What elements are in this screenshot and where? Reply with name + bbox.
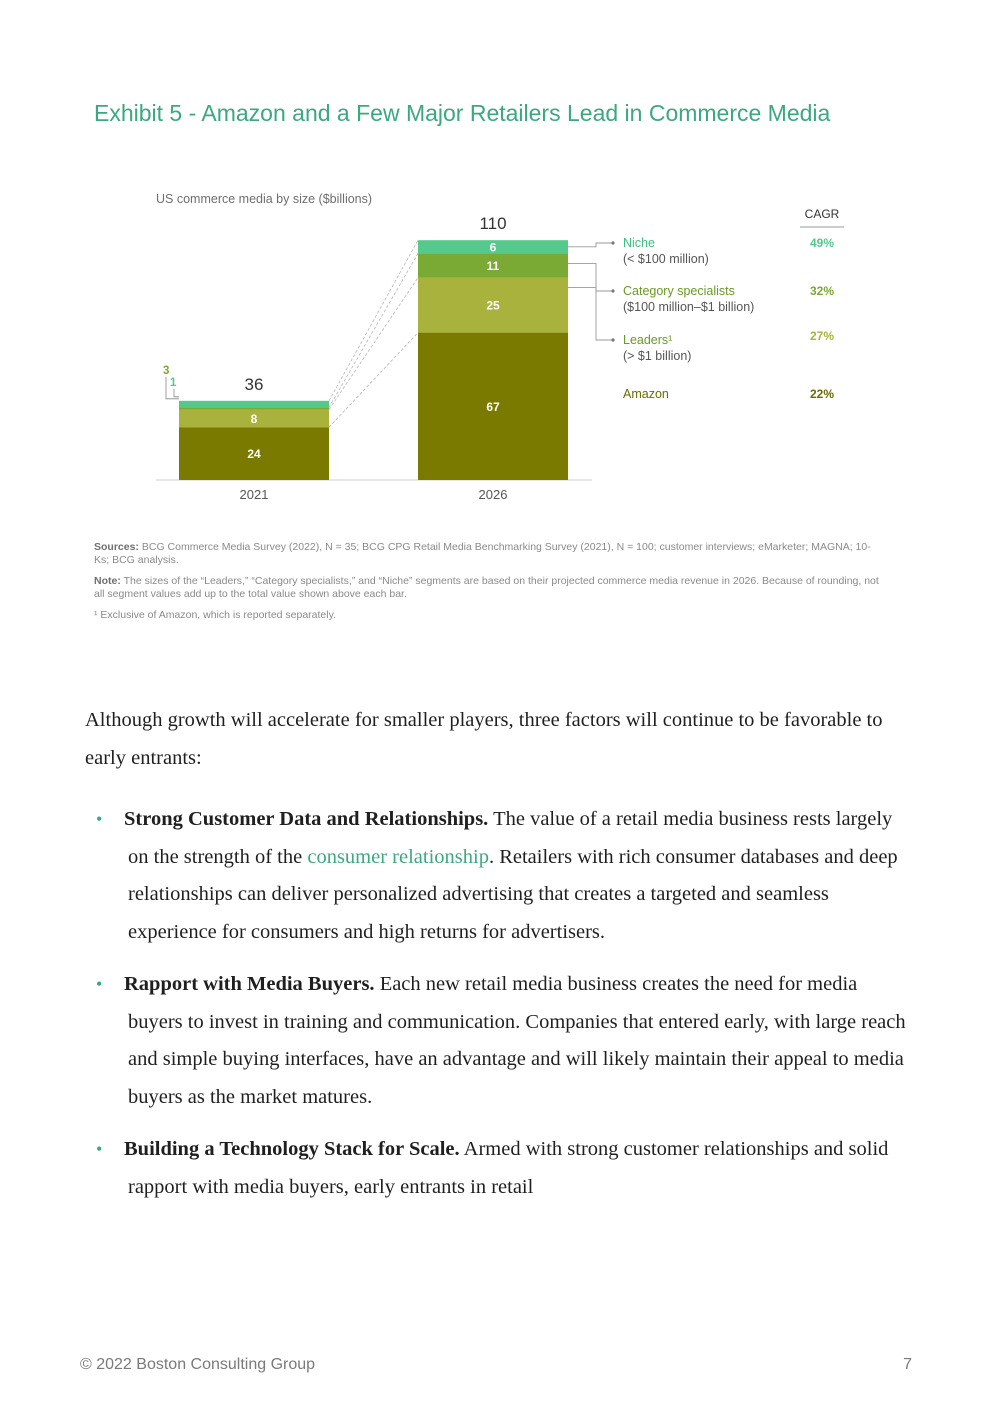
data-label: 67: [486, 399, 500, 414]
copyright: © 2022 Boston Consulting Group: [80, 1356, 316, 1373]
bullet-text-after: . Retailers with rich consumer databases and deep relationships can deliver personalized advertising that creates a targeted and seamless experience for consumers and high returns for advertisers.: [128, 845, 898, 943]
legend-item-sublabel: (< $100 million): [623, 252, 709, 266]
cagr-value: 49%: [809, 236, 835, 250]
exhibit-title: Exhibit 5 - Amazon and a Few Major Retailers Lead in Commerce Media: [94, 100, 831, 126]
consumer-relationship-link[interactable]: consumer relationship: [307, 845, 489, 868]
stacked-bar-chart: [0, 180, 992, 520]
legend-leader-line: [568, 243, 613, 247]
bullet-dot-icon: •: [96, 1139, 103, 1159]
legend-leader-dot: [611, 241, 614, 244]
bullet-lead: Rapport with Media Buyers.: [124, 973, 375, 995]
bullet-lead: Building a Technology Stack for Scale.: [124, 1138, 460, 1160]
bar-total-label: 36: [244, 374, 264, 394]
legend-item-label: Category specialists: [623, 284, 735, 298]
segment-connector: [329, 240, 418, 401]
legend-leader-line: [568, 263, 613, 291]
bar-total-label: 110: [479, 214, 507, 234]
legend-item-label: Leaders¹: [623, 333, 673, 347]
data-label: 24: [247, 447, 261, 462]
bullet-dot-icon: •: [96, 809, 103, 829]
x-tick-label: 2021: [239, 487, 269, 502]
legend-item-label: Niche: [623, 236, 655, 250]
x-tick-label: 2026: [478, 487, 508, 502]
legend-leader-line: [568, 288, 613, 340]
data-label: 8: [250, 411, 258, 426]
data-label: 6: [489, 240, 497, 255]
data-label: 3: [163, 364, 170, 377]
sources-line: Sources: BCG Commerce Media Survey (2022), N = 35; BCG CPG Retail Media Benchmarking Survey (2021), N = 100; customer interviews; eMarketer; MAGNA; 10-Ks; BCG analysis.: [94, 541, 871, 566]
legend-item-sublabel: ($100 million–$1 billion): [623, 300, 755, 314]
page-number: 7: [903, 1356, 912, 1373]
list-item: [96, 1131, 916, 1206]
bar-segment: [179, 401, 329, 408]
bullet-dot-icon: •: [96, 974, 103, 994]
factor-list: [96, 801, 916, 1221]
segment-connector: [329, 253, 418, 407]
data-label-leader: [174, 389, 179, 397]
cagr-value: 27%: [809, 329, 835, 343]
legend-leader-dot: [611, 338, 614, 341]
list-item: [96, 801, 916, 951]
chart-subtitle: US commerce media by size ($billions): [156, 192, 373, 206]
note-line: Note: The sizes of the “Leaders,” “Category specialists,” and “Niche” segments are based on their projected commerce media revenue in 2026. Because of rounding, not all segment values add up to the total value shown above each bar.: [94, 575, 879, 600]
bullet-text: Armed with strong customer relationships and solid rapport with media buyers, early entrants in retail: [128, 1138, 889, 1198]
cagr-header: CAGR: [804, 207, 840, 221]
bullet-text: The value of a retail media business rests largely on the strength of the: [128, 808, 893, 868]
chart-sources: [94, 541, 884, 630]
data-label: 11: [486, 259, 500, 273]
legend-leader-dot: [611, 289, 614, 292]
data-label: 25: [486, 298, 500, 313]
cagr-value: 22%: [809, 387, 835, 401]
legend-item-label: Amazon: [623, 387, 669, 401]
bullet-text: Each new retail media business creates the need for media buyers to invest in training and communication. Companies that entered early, with large reach and simple buying interfaces, have an advantage and will likely maintain their appeal to media buyers as the market matures.: [128, 973, 906, 1108]
segment-connector: [329, 278, 418, 410]
bar-segment: [179, 407, 329, 409]
cagr-value: 32%: [809, 284, 835, 298]
intro-paragraph: Although growth will accelerate for smaller players, three factors will continue to be favorable to early entrants:: [85, 709, 883, 769]
data-label: 1: [170, 376, 177, 389]
legend-item-sublabel: (> $1 billion): [623, 349, 692, 363]
footnote-line: ¹ Exclusive of Amazon, which is reported separately.: [94, 609, 336, 621]
segment-connector: [329, 333, 418, 428]
bullet-lead: Strong Customer Data and Relationships.: [124, 808, 489, 830]
list-item: [96, 966, 916, 1116]
